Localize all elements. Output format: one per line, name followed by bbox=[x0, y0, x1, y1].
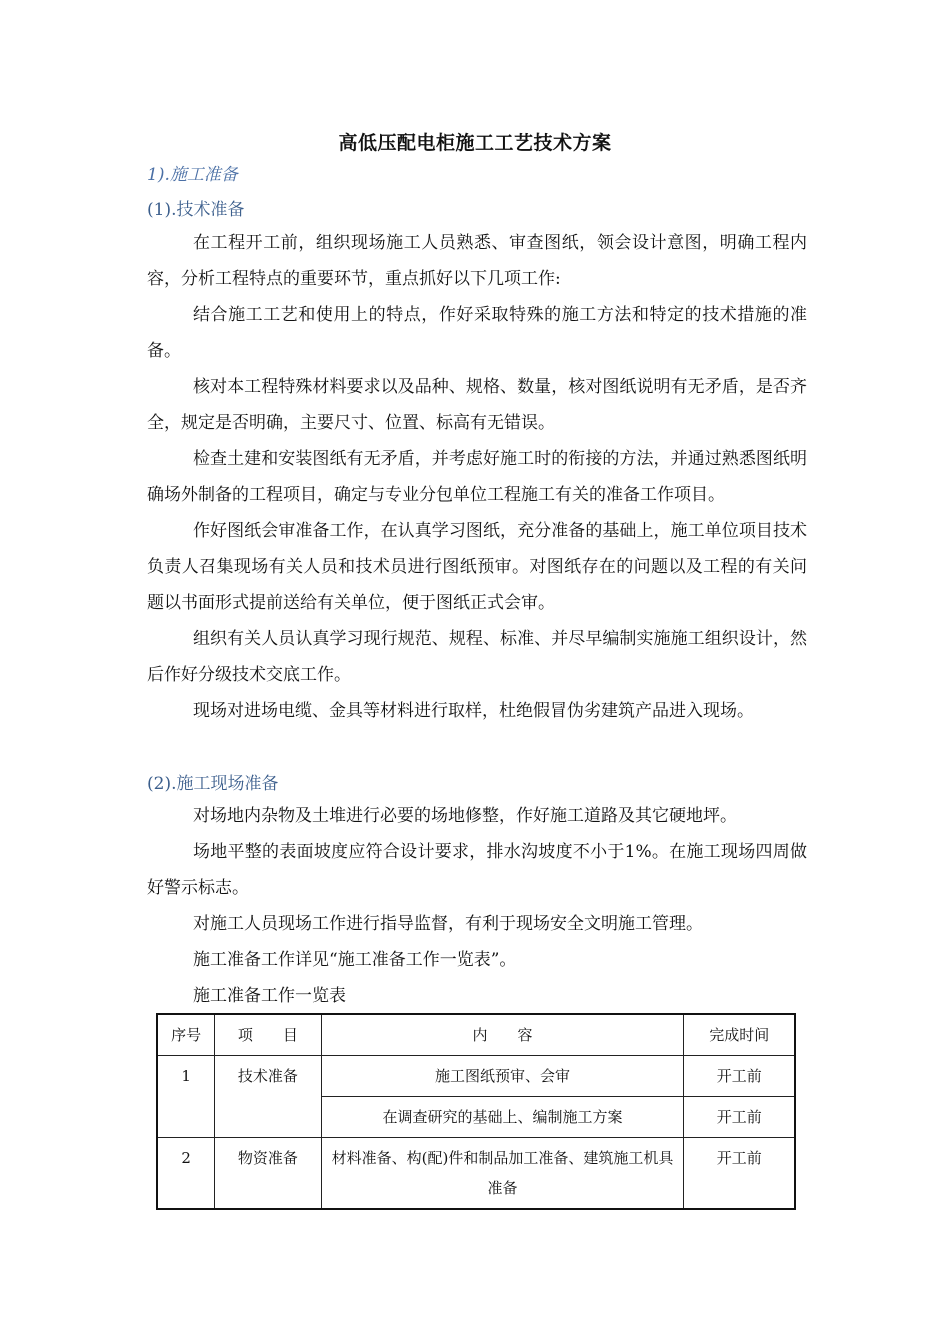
cell-no: 2 bbox=[157, 1138, 215, 1210]
paragraph: 对场地内杂物及土堆进行必要的场地修整，作好施工道路及其它硬地坪。 bbox=[193, 806, 737, 826]
table-row bbox=[157, 1138, 795, 1210]
paragraph: 在工程开工前，组织现场施工人员熟悉、审查图纸，领会设计意图，明确工程内容，分析工程特点的重要环节，重点抓好以下几项工作: bbox=[147, 233, 807, 289]
header-cell: 内 容 bbox=[321, 1014, 684, 1056]
cell-item: 物资准备 bbox=[215, 1138, 321, 1210]
paragraph: 作好图纸会审准备工作，在认真学习图纸，充分准备的基础上，施工单位项目技术负责人召集现场有关人员和技术员进行图纸预审。对图纸存在的问题以及工程的有关问题以书面形式提前送给有关单位，便于图纸正式会审。 bbox=[147, 521, 807, 613]
header-cell: 序号 bbox=[157, 1014, 215, 1056]
cell-content: 施工图纸预审、会审 bbox=[321, 1056, 684, 1097]
paragraph: 组织有关人员认真学习现行规范、规程、标准、并尽早编制实施施工组织设计，然后作好分级技术交底工作。 bbox=[147, 629, 807, 685]
header-cell: 项 目 bbox=[215, 1014, 321, 1056]
cell-time: 开工前 bbox=[684, 1097, 795, 1138]
section-heading-construction-prep: 1).施工准备 bbox=[147, 165, 238, 185]
document-title: 高低压配电柜施工工艺技术方案 bbox=[338, 132, 612, 154]
header-cell: 完成时间 bbox=[684, 1014, 795, 1056]
site-prep-body bbox=[147, 798, 807, 1014]
paragraph: 现场对进场电缆、金具等材料进行取样，杜绝假冒伪劣建筑产品进入现场。 bbox=[193, 701, 754, 721]
technical-prep-body bbox=[147, 225, 807, 729]
paragraph: 核对本工程特殊材料要求以及品种、规格、数量，核对图纸说明有无矛盾，是否齐全，规定是否明确，主要尺寸、位置、标高有无错误。 bbox=[147, 377, 807, 433]
prep-work-table bbox=[156, 1013, 796, 1210]
subsection-heading-site-prep: (2).施工现场准备 bbox=[147, 774, 279, 794]
paragraph: 场地平整的表面坡度应符合设计要求，排水沟坡度不小于1%。在施工现场四周做好警示标志。 bbox=[147, 842, 807, 898]
cell-no: 1 bbox=[157, 1056, 215, 1138]
table-caption: 施工准备工作一览表 bbox=[193, 986, 346, 1006]
cell-content: 材料准备、构(配)件和制品加工准备、建筑施工机具准备 bbox=[321, 1138, 684, 1210]
table-header-row bbox=[157, 1014, 795, 1056]
cell-item: 技术准备 bbox=[215, 1056, 321, 1138]
paragraph: 施工准备工作详见“施工准备工作一览表”。 bbox=[193, 950, 517, 970]
cell-time: 开工前 bbox=[684, 1138, 795, 1210]
table-row bbox=[157, 1056, 795, 1097]
paragraph: 检查土建和安装图纸有无矛盾，并考虑好施工时的衔接的方法，并通过熟悉图纸明确场外制备的工程项目，确定与专业分包单位工程施工有关的准备工作项目。 bbox=[147, 449, 807, 505]
paragraph: 对施工人员现场工作进行指导监督，有利于现场安全文明施工管理。 bbox=[193, 914, 703, 934]
paragraph: 结合施工工艺和使用上的特点，作好采取特殊的施工方法和特定的技术措施的准备。 bbox=[147, 305, 807, 361]
cell-time: 开工前 bbox=[684, 1056, 795, 1097]
subsection-heading-technical-prep: (1).技术准备 bbox=[147, 200, 245, 220]
cell-content: 在调查研究的基础上、编制施工方案 bbox=[321, 1097, 684, 1138]
